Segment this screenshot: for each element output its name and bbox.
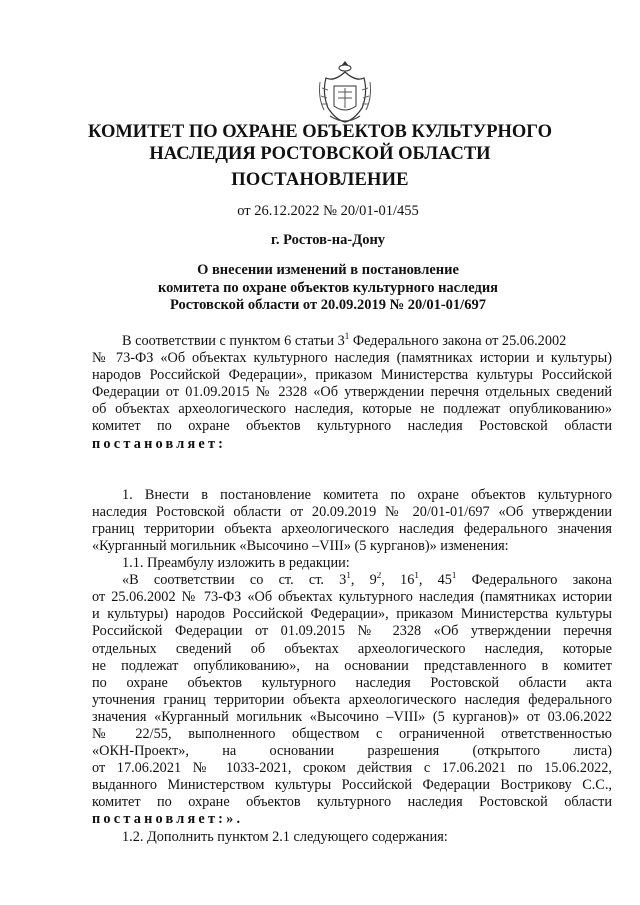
subject-line-3: Ростовской области от 20.09.2019 № 20/01-01/697 [170,297,486,313]
quote-line-10: № 22/55, выполненного обществом с ограниченной ответственностью [92,725,612,742]
document-type: ПОСТАНОВЛЕНИЕ [231,170,409,190]
committee-title [0,121,640,165]
quote-line-13: выданного Министерством культуры Российской Федерации Вострикову С.С., [92,777,612,794]
item-1-2-title: 1.2. Дополнить пунктом 2.1 следующего содержания: [122,828,448,845]
item-1-line-4: «Курганный могильник «Высочино –VIII» (5 курганов)» изменения: [92,537,509,554]
coat-of-arms-emblem [316,58,374,126]
quote-line-2: от 25.06.2002 № 73-ФЗ «Об объектах культурного наследия (памятниках истории [92,589,612,606]
document-city: г. Ростов-на-Дону [270,232,386,248]
preamble-line-5: об объектах археологического наследия, которые не подлежат опубликованию» [92,401,612,418]
item-1-line-1: 1. Внести в постановление комитета по охране объектов культурного [122,486,612,503]
quote-line-8: уточнения границ территории объекта археологического наследия федерального [92,691,612,708]
quote-line-3: и культуры) народов Российской Федерации», приказом Министерства культуры [92,606,612,623]
committee-title-line-2: НАСЛЕДИЯ РОСТОВСКОЙ ОБЛАСТИ [149,144,491,164]
document-date-number: от 26.12.2022 № 20/01-01/455 [237,203,419,219]
quote-line-7: по охране объектов культурного наследия Ростовской области акта [92,674,612,691]
item-1-2-paragraph [92,829,612,846]
quote-line-12: от 17.06.2021 № 1033-2021, сроком действия с 17.06.2021 по 15.06.2022, [92,760,612,777]
quote-line-6: не подлежат опубликованию», на основании представленного в комитет [92,657,612,674]
item-1-paragraph [92,487,612,555]
subject-line-2: комитета по охране объектов культурного наследия [157,279,499,296]
preamble-resolves: постановляет: [92,435,227,452]
preamble-line-3: народов Российской Федерации», приказом Министерства культуры Российской [92,367,612,384]
quote-line-14: комитет по охране объектов культурного наследия Ростовской области [92,794,612,811]
quote-line-1: «В соответствии со ст. ст. $3^1$, $9^2$, $16^1$, $45^1$ Федерального закона [122,572,612,589]
item-1-line-2: наследия Ростовской области от 20.09.2019 № 20/01-01/697 «Об утверждении [92,503,612,520]
subject-line-1: О внесении изменений в постановление [197,262,459,278]
preamble-line-4: Федерации от 01.09.2015 № 2328 «Об утверждении перечня отдельных сведений [92,384,612,401]
committee-title-line-1: КОМИТЕТ ПО ОХРАНЕ ОБЪЕКТОВ КУЛЬТУРНОГО [88,122,552,142]
quote-line-11: «ОКН-Проект», на основании разрешения (открытого листа) [92,743,612,760]
document-body [92,333,612,846]
quote-resolves: постановляет:». [92,811,244,828]
preamble-line-2: № 73-ФЗ «Об объектах культурного наследия (памятниках истории и культуры) [92,350,612,367]
item-1-1-title: 1.1. Преамбулу изложить в редакции: [122,555,350,572]
preamble-paragraph [92,333,612,453]
preamble-line-1: В соответствии с пунктом 6 статьи $3^1$ Федерального закона от 25.06.2002 [122,331,567,349]
item-1-1-paragraph [92,555,612,829]
item-1-line-3: границ территории объекта археологического наследия федерального значения [92,520,612,537]
preamble-line-6: комитет по охране объектов культурного наследия Ростовской области [92,418,612,435]
document-subject [8,262,640,315]
quote-line-9: значения «Курганный могильник «Высочино –VIII» (5 курганов)» от 03.06.2022 [92,708,612,725]
quote-line-4: Российской Федерации от 01.09.2015 № 2328 «Об утверждении перечня [92,623,612,640]
quote-line-5: отдельных сведений об объектах археологического наследия, которые [92,640,612,657]
